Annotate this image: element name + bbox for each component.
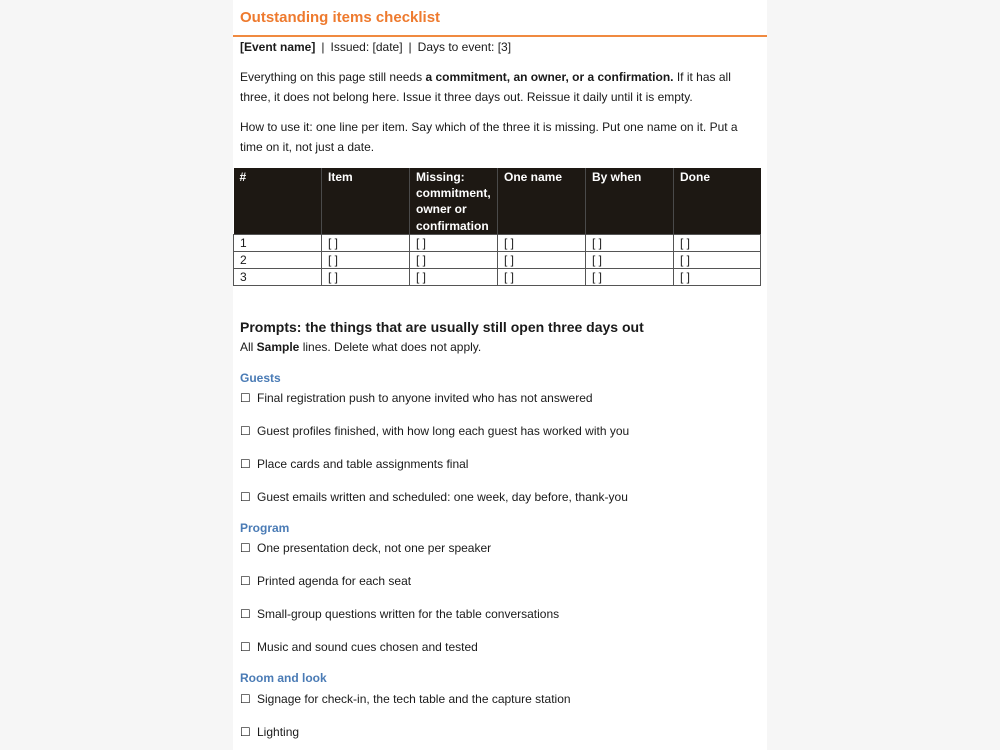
checklist-item[interactable]	[240, 724, 760, 740]
cell-one-name[interactable]: [ ]	[498, 252, 586, 269]
checklist-item-label: Final registration push to anyone invited who has not answered	[257, 391, 593, 405]
cell-missing[interactable]: [ ]	[410, 235, 498, 252]
prompts-note-rest: lines. Delete what does not apply.	[299, 340, 482, 354]
event-meta-line	[240, 39, 760, 55]
prompts-note-text: All	[240, 340, 257, 354]
cell-done[interactable]: [ ]	[674, 252, 761, 269]
prompts-heading: Prompts: the things that are usually still open three days out	[240, 319, 644, 335]
outstanding-items-table	[233, 168, 761, 286]
checklist-item-label: One presentation deck, not one per speaker	[257, 541, 492, 555]
section-heading-program: Program	[240, 521, 290, 535]
checklist-item[interactable]	[240, 540, 760, 556]
checklist-item[interactable]	[240, 456, 760, 472]
checklist-item-label: Lighting	[257, 725, 300, 739]
col-header-missing: Missing: commitment, owner or confirmation	[410, 168, 498, 235]
checklist-item-label: Small-group questions written for the table conversations	[257, 607, 560, 621]
cell-number: 2	[234, 252, 322, 269]
table-row	[234, 252, 761, 269]
checklist-item[interactable]	[240, 489, 760, 505]
checklist-item[interactable]	[240, 573, 760, 589]
cell-number: 3	[234, 269, 322, 286]
cell-done[interactable]: [ ]	[674, 269, 761, 286]
cell-one-name[interactable]: [ ]	[498, 269, 586, 286]
intro-paragraph	[240, 68, 760, 107]
checkbox-icon[interactable]: ☐	[240, 640, 251, 654]
checklist-item-label: Printed agenda for each seat	[257, 574, 412, 588]
prompts-note	[240, 339, 760, 355]
cell-item[interactable]: [ ]	[322, 252, 410, 269]
checkbox-icon[interactable]: ☐	[240, 607, 251, 621]
days-to-event: Days to event: [3]	[417, 40, 512, 54]
prompts-note-emphasis: Sample	[256, 340, 300, 354]
checkbox-icon[interactable]: ☐	[240, 457, 251, 471]
checkbox-icon[interactable]: ☐	[240, 424, 251, 438]
checkbox-icon[interactable]: ☐	[240, 574, 251, 588]
meta-separator: |	[321, 40, 325, 54]
checkbox-icon[interactable]: ☐	[240, 541, 251, 555]
checklist-item-label: Guest profiles finished, with how long each guest has worked with you	[257, 424, 630, 438]
checkbox-icon[interactable]: ☐	[240, 725, 251, 739]
checklist-item[interactable]	[240, 606, 760, 622]
checklist-item-label: Place cards and table assignments final	[257, 457, 469, 471]
document-page	[233, 0, 767, 750]
checkbox-icon[interactable]: ☐	[240, 391, 251, 405]
checklist-item[interactable]	[240, 423, 760, 439]
table-row	[234, 235, 761, 252]
cell-by-when[interactable]: [ ]	[586, 252, 674, 269]
cell-item[interactable]: [ ]	[322, 235, 410, 252]
checklist-item-label: Signage for check-in, the tech table and the capture station	[257, 692, 571, 706]
cell-by-when[interactable]: [ ]	[586, 269, 674, 286]
checkbox-icon[interactable]: ☐	[240, 692, 251, 706]
meta-separator: |	[408, 40, 412, 54]
issued-date: Issued: [date]	[330, 40, 403, 54]
table-header-row	[234, 168, 761, 235]
howto-paragraph: How to use it: one line per item. Say which of the three it is missing. Put one name on it. Put a time on it, not just a date.	[240, 120, 738, 154]
document-title: Outstanding items checklist	[240, 9, 441, 26]
col-header-by-when: By when	[586, 168, 674, 235]
title-divider	[233, 35, 767, 37]
checklist-item-label: Guest emails written and scheduled: one week, day before, thank-you	[257, 490, 628, 504]
col-header-one-name: One name	[498, 168, 586, 235]
checkbox-icon[interactable]: ☐	[240, 490, 251, 504]
section-heading-room-and-look: Room and look	[240, 671, 327, 685]
cell-item[interactable]: [ ]	[322, 269, 410, 286]
col-header-number: #	[234, 168, 322, 235]
checklist-item[interactable]	[240, 691, 760, 707]
intro-text: Everything on this page still needs	[240, 70, 426, 84]
section-heading-guests: Guests	[240, 371, 281, 385]
col-header-done: Done	[674, 168, 761, 235]
intro-text-rest: If it has all three, it does not belong here. Issue it three days out. Reissue it daily until it is empty.	[240, 70, 731, 104]
checklist-item[interactable]	[240, 639, 760, 655]
cell-by-when[interactable]: [ ]	[586, 235, 674, 252]
intro-emphasis: a commitment, an owner, or a confirmation.	[425, 70, 674, 84]
col-header-item: Item	[322, 168, 410, 235]
cell-number: 1	[234, 235, 322, 252]
table-row	[234, 269, 761, 286]
cell-one-name[interactable]: [ ]	[498, 235, 586, 252]
checklist-item-label: Music and sound cues chosen and tested	[257, 640, 478, 654]
cell-missing[interactable]: [ ]	[410, 252, 498, 269]
checklist-item[interactable]	[240, 390, 760, 406]
cell-missing[interactable]: [ ]	[410, 269, 498, 286]
event-name: [Event name]	[240, 40, 316, 54]
cell-done[interactable]: [ ]	[674, 235, 761, 252]
